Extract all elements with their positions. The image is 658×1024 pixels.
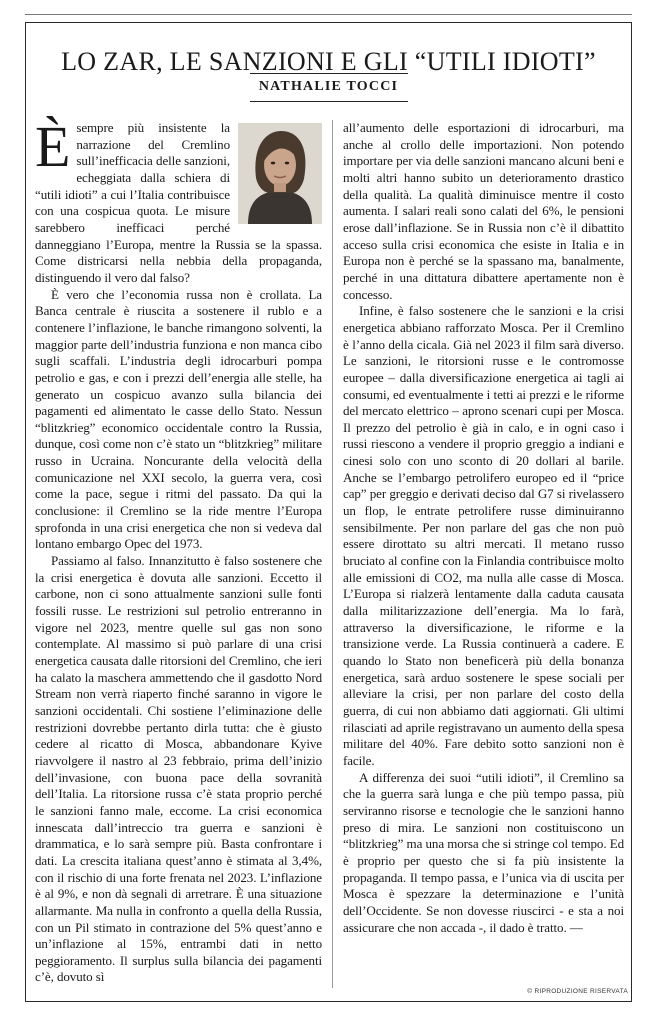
- author-photo: [238, 123, 322, 224]
- paragraph-3: Passiamo al falso. Innanzitutto è falso sostenere che la crisi energetica è dovuta alle sanzioni. Eccetto il carbone, non ci sono attualmente sanzioni sulle fonti fossili russe. Le restrizioni sul petrolio entreranno in vigore nel 2023, mentre quelle sul gas non sono contemplate. Al massimo si può parlare di una crisi energetica causata dalle ritorsioni del Cremlino, che ieri ha calato la maschera ammettendo che il gasdotto Nord Stream non verrà riaperto finché saranno in vigore le sanzioni occidentali. Chi sostiene l’eliminazione delle restrizioni dovrebbe pertanto dirla tutta: che è giusto cedere al ricatto di Mosca, abbandonare Kyive riavvolgere il nastro al 23 febbraio, prima dell’inizio dell’invasione, con buona pace della sovranità dell’Italia. La ritorsione russa c’è stata proprio perché le sanzioni fanno male, eccome. La crisi economica innescata dall’intreccio tra guerra e sanzioni è drammatica, e lo sarà sempre più. Basta confrontare i dati. La crescita italiana quest’anno è stimata al 3,4%, con il rischio di una forte frenata nel 2023. L’inflazione è al 9%, e non dà segnali di arretrare. È una situazione allarmante. Ma nulla in confronto a quella della Russia, con un Pil stimato in contrazione del 5% quest’anno e un’inflazione al 15%, entrambi dati in netto peggioramento. Il surplus sulla bilancia dei pagamenti c’è, dovuto sì: [35, 553, 322, 985]
- article-column-left: [35, 114, 322, 986]
- author-rule-bottom: [250, 101, 408, 102]
- article-title: LO ZAR, LE SANZIONI E GLI “UTILI IDIOTI”: [61, 47, 596, 77]
- drop-cap: È: [35, 114, 71, 179]
- top-rule: [25, 14, 632, 15]
- paragraph-1-text: sempre più insistente la narrazione del Cremlino sull’inefficacia delle sanzioni, echeggiata dalla schiera di “utili idioti” a cui l’Italia contribuisce con una cospicua quota. Le misure sarebbero inefficaci perché danneggiano l’Europa, mentre la Russia se la spassa. Come districarsi nella nebbia della propaganda, distinguendo il vero dal falso?: [35, 120, 322, 285]
- paragraph-5: A differenza dei suoi “utili idioti”, il Cremlino sa che la guerra sarà lunga e che più tempo passa, più serviranno risorse e tecnologie che le sanzioni hanno preso di mira. Le sanzioni non costituiscono un “blitzkrieg” ma una morsa che si stringe col tempo. Ed è proprio per questo che si fa più insistente la propaganda. Il tempo passa, e l’unica via di uscita per Mosca è spezzare la determinazione e l’unità dell’Occidente. Se non dovesse riuscirci - e sta a noi assicurare che non accada -, il dado è tratto. —: [343, 769, 624, 935]
- article-column-right: [343, 120, 624, 936]
- column-divider: [332, 120, 333, 988]
- paragraph-3-continued: all’aumento delle esportazioni di idrocarburi, ma anche al crollo delle importazioni. Non potendo importare per via delle sanzioni mancano alcuni beni e molti altri hanno subito un deterioramento drastico della qualità. La qualità diminuisce mentre il costo aumenta. I salari reali sono calati del 6%, le pensioni erose dall’inflazione. Se in Russia non c’è il dibattito acceso sulla crisi economica che esiste in Italia e in Europa non è perché se la spassano ma, banalmente, perché in una dittatura dibattere apertamente non è concesso.: [343, 120, 624, 302]
- author-rule-top: [250, 73, 408, 74]
- paragraph-2: È vero che l’economia russa non è crollata. La Banca centrale è riuscita a sostenere il rublo e a contenere l’inflazione, le banche rimangono solventi, la maggior parte dell’industria funziona e non manca cibo sugli scaffali. L’industria degli idrocarburi pompa petrolio e gas, e con i prezzi dell’energia alle stelle, ha generato un cospicuo avanzo sulla bilancia dei pagamenti ed alimentato le casse dello Stato. Nessun “blitzkrieg” economico occidentale contro la Russia, dunque, così come non c’è stato un “blitzkrieg” militare russo in Ucraina. Noncurante della velocità della comunicazione nel XXI secolo, la guerra vera, così come la pace, segue i ritmi del passato. Da qui la conclusione: il Cremlino se la ride mentre l’Europa sprofonda in una crisi energetica che non si vedeva dal lontano embargo Opec del 1973.: [35, 286, 322, 552]
- author-portrait-photo: [238, 123, 322, 224]
- paragraph-4: Infine, è falso sostenere che le sanzioni e la crisi energetica abbiano rafforzato Mosca. Per il Cremlino è l’anno della cicala. Già nel 2023 il film sarà diverso. Le sanzioni, le ritorsioni russe e le contromosse europee – dalla diversificazione energetica ai tagli ai consumi, ed eventualmente i tetti ai prezzi e le riforme del mercato elettrico – aprono scenari cupi per Mosca. Il prezzo del petrolio è già in calo, e in ogni caso i russi riescono a vendere il proprio greggio a indiani e cinesi solo con uno sconto di 20 dollari al barile. Anche se l’embargo petrolifero europeo ed il “price cap” per greggio e derivati deciso dal G7 si rivelassero un flop, le entrate petrolifere russe diminuiranno sensibilmente. Per non parlare del gas che non può essere dirottato su altri mercati. Il metano russo bruciato al confine con la Finlandia contribuisce molto alle emissioni di CO2, ma nulla alle casse di Mosca. L’Europa si rialzerà lentamente dalla caduta causata dalla militarizzazione dell’energia. Ma lo farà, attraverso la diversificazione, le riforme e la transizione verde. La Russia continuerà a cadere. E quando lo Stato non beneficerà più della bonanza energetica, sarà arduo sostenere le spese sociali per alleviare la crisi, per non parlare del costo della guerra, di cui non abbiamo dati aggiornati. Gli ultimi rilasciati ad aprile registravano un aumento della spesa militare del 40%. Fare debito sotto sanzioni non è facile.: [343, 303, 624, 768]
- copyright-notice: © RIPRODUZIONE RISERVATA: [527, 988, 628, 995]
- author-name: NATHALIE TOCCI: [258, 79, 399, 94]
